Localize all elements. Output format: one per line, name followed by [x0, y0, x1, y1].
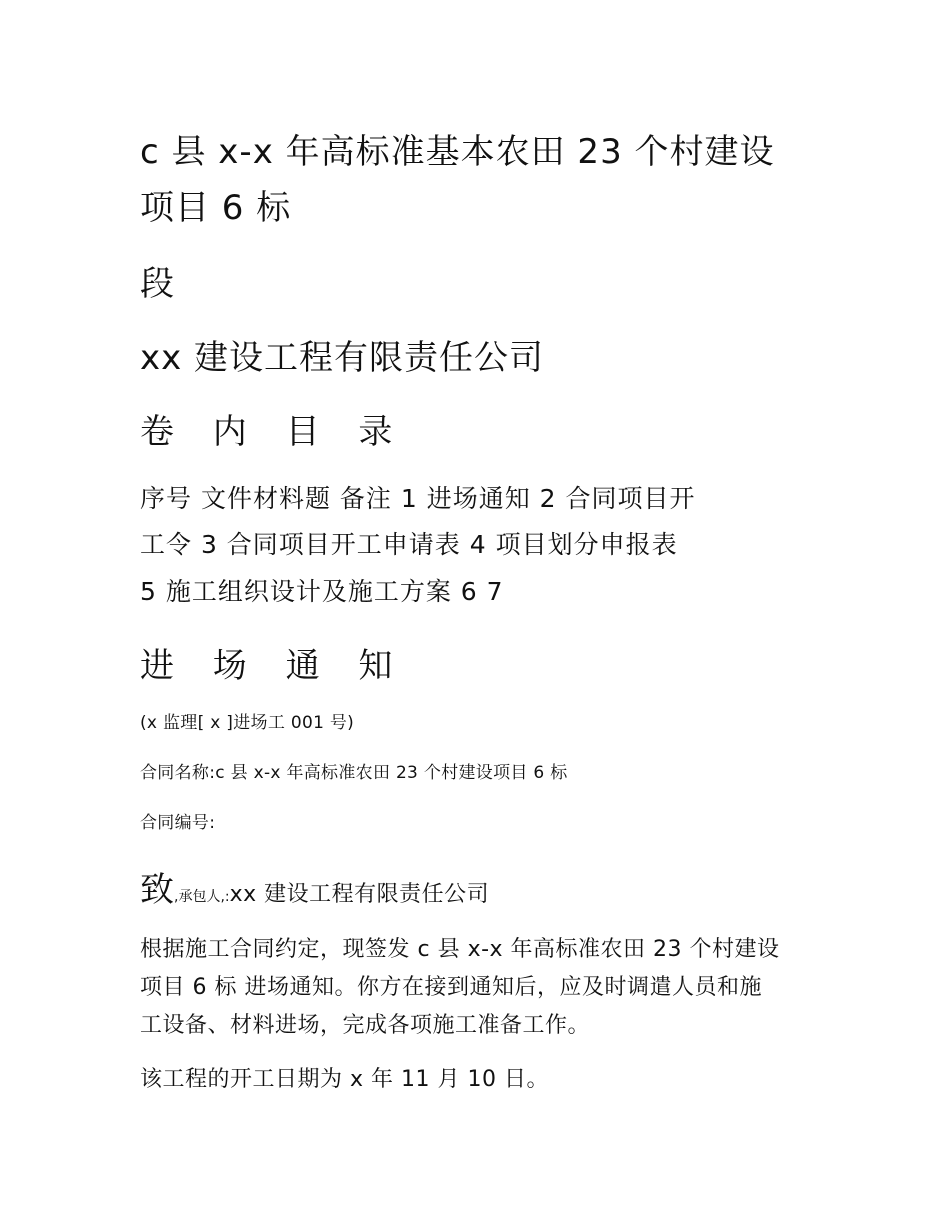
toc-line-2: 工令 3 合同项目开工申请表 4 项目划分申报表 [140, 530, 678, 559]
notice-heading: 进 场 通 知 [140, 646, 407, 686]
contract-name: 合同名称:c 县 x-x 年高标准农田 23 个村建设项目 6 标 [140, 763, 568, 783]
title-line-1: c 县 x-x 年高标准基本农田 23 个村建设 [140, 132, 775, 172]
title-line-3: 段 [140, 264, 175, 304]
body-line-3: 工设备、材料进场，完成各项施工准备工作。 [140, 1013, 591, 1038]
toc-line-1: 序号 文件材料题 备注 1 进场通知 2 合同项目开 [140, 484, 696, 513]
body-line-1: 根据施工合同约定，现签发 c 县 x-x 年高标准农田 23 个村建设 [140, 937, 780, 962]
company-name: xx 建设工程有限责任公司 [140, 338, 545, 378]
contract-number: 合同编号: [140, 813, 216, 833]
addressee-role: ,承包人,: [174, 889, 230, 905]
addressee-to: 致 [140, 870, 174, 910]
notice-reference: (x 监理[ x ]进场工 001 号) [140, 713, 355, 733]
addressee-line [140, 862, 489, 911]
body-line-2: 项目 6 标 进场通知。你方在接到通知后，应及时调遣人员和施 [140, 975, 762, 1000]
addressee-company: xx 建设工程有限责任公司 [229, 882, 490, 907]
title-line-2: 项目 6 标 [140, 188, 292, 228]
toc-heading: 卷 内 目 录 [140, 412, 407, 452]
toc-line-3: 5 施工组织设计及施工方案 6 7 [140, 577, 504, 606]
start-date: 该工程的开工日期为 x 年 11 月 10 日。 [140, 1067, 549, 1092]
